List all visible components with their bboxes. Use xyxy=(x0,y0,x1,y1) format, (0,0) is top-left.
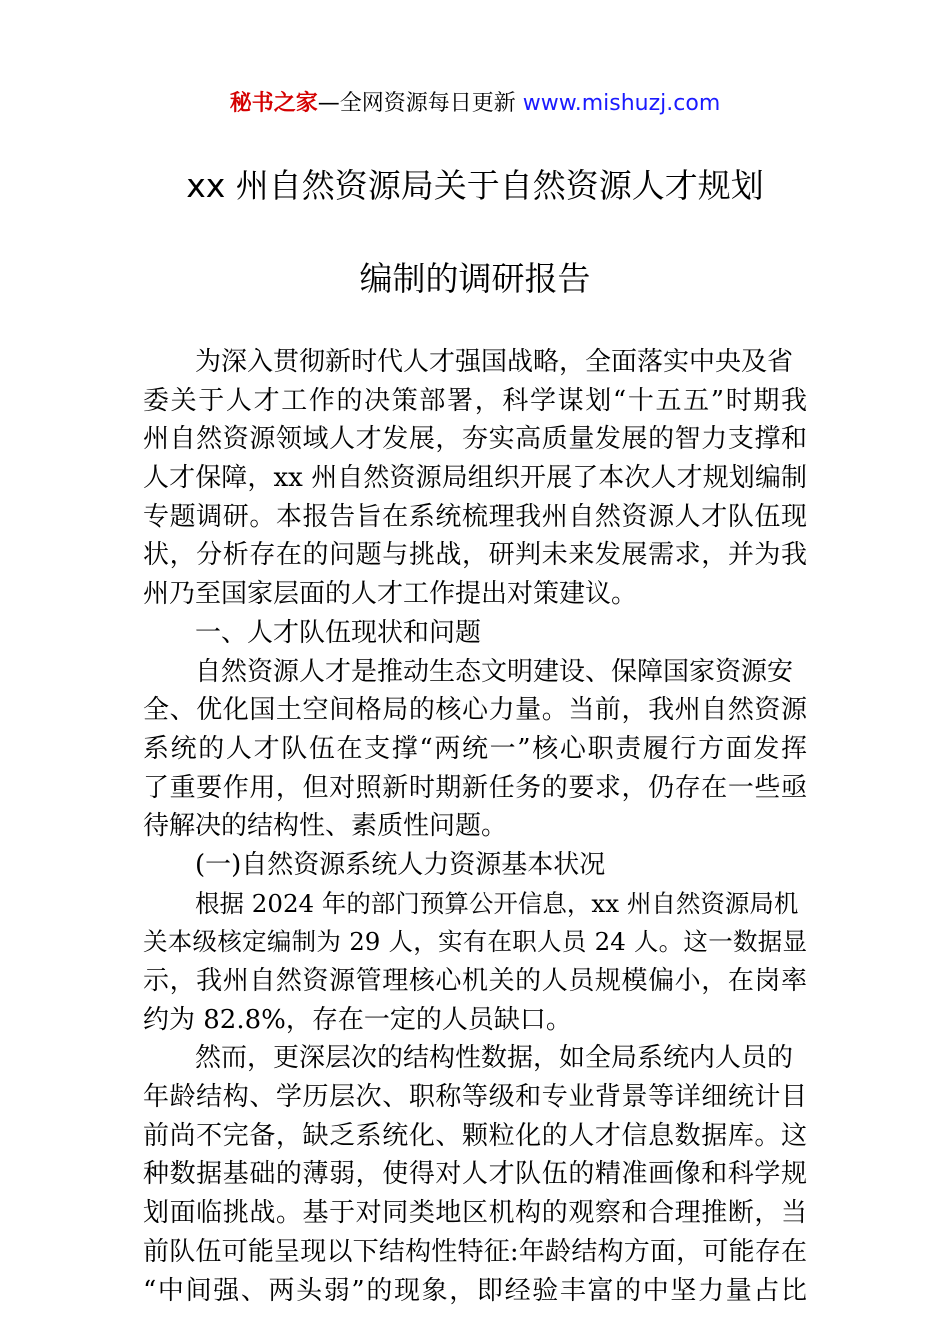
body-line: “中间强、两头弱”的现象，即经验丰富的中坚力量占比 xyxy=(143,1275,807,1306)
site-brand: 秘书之家 xyxy=(229,91,318,116)
body-line: 人才保障，xx 州自然资源局组织开展了本次人才规划编制 xyxy=(143,463,807,494)
body-line: 州乃至国家层面的人才工作提出对策建议。 xyxy=(143,579,638,610)
document-title-line-1: xx 州自然资源局关于自然资源人才规划 xyxy=(186,166,764,205)
body-line: 州自然资源领域人才发展，夯实高质量发展的智力支撑和 xyxy=(143,424,807,455)
body-line: 前队伍可能呈现以下结构性特征:年龄结构方面，可能存在 xyxy=(143,1236,807,1267)
body-line: 待解决的结构性、素质性问题。 xyxy=(143,811,508,842)
site-header xyxy=(0,88,950,120)
site-slogan: —全网资源每日更新 xyxy=(317,91,523,116)
body-line: 自然资源人才是推动生态文明建设、保障国家资源安 xyxy=(195,656,794,687)
body-line: 状，分析存在的问题与挑战，研判未来发展需求，并为我 xyxy=(143,540,807,571)
body-line: 前尚不完备，缺乏系统化、颗粒化的人才信息数据库。这 xyxy=(143,1120,807,1151)
subsection-heading: (一)自然资源系统人力资源基本状况 xyxy=(195,849,606,880)
body-line: 委关于人才工作的决策部署，科学谋划“十五五”时期我 xyxy=(143,385,807,416)
document-title-line-2: 编制的调研报告 xyxy=(359,259,591,298)
body-line: 年龄结构、学历层次、职称等级和专业背景等详细统计目 xyxy=(143,1082,807,1113)
body-line: 关本级核定编制为 29 人，实有在职人员 24 人。这一数据显 xyxy=(143,927,807,957)
body-line: 系统的人才队伍在支撑“两统一”核心职责履行方面发挥 xyxy=(143,733,807,764)
body-line: 专题调研。本报告旨在系统梳理我州自然资源人才队伍现 xyxy=(143,501,807,532)
body-line: 全、优化国土空间格局的核心力量。当前，我州自然资源 xyxy=(143,695,807,726)
body-line: 根据 2024 年的部门预算公开信息，xx 州自然资源局机 xyxy=(195,888,799,918)
body-line: 示，我州自然资源管理核心机关的人员规模偏小，在岗率 xyxy=(143,966,807,996)
body-line: 为深入贯彻新时代人才强国战略，全面落实中央及省 xyxy=(195,347,794,377)
body-line: 然而，更深层次的结构性数据，如全局系统内人员的 xyxy=(195,1043,794,1074)
site-url-link[interactable]: www.mishuzj.com xyxy=(522,91,721,116)
body-line: 约为 82.8%，存在一定的人员缺口。 xyxy=(143,1004,572,1035)
document-body xyxy=(143,343,807,1310)
body-line: 种数据基础的薄弱，使得对人才队伍的精准画像和科学规 xyxy=(143,1159,807,1190)
body-line: 了重要作用，但对照新时期新任务的要求，仍存在一些亟 xyxy=(143,772,807,803)
body-line: 划面临挑战。基于对同类地区机构的观察和合理推断，当 xyxy=(143,1198,807,1229)
section-heading: 一、人才队伍现状和问题 xyxy=(195,617,482,648)
